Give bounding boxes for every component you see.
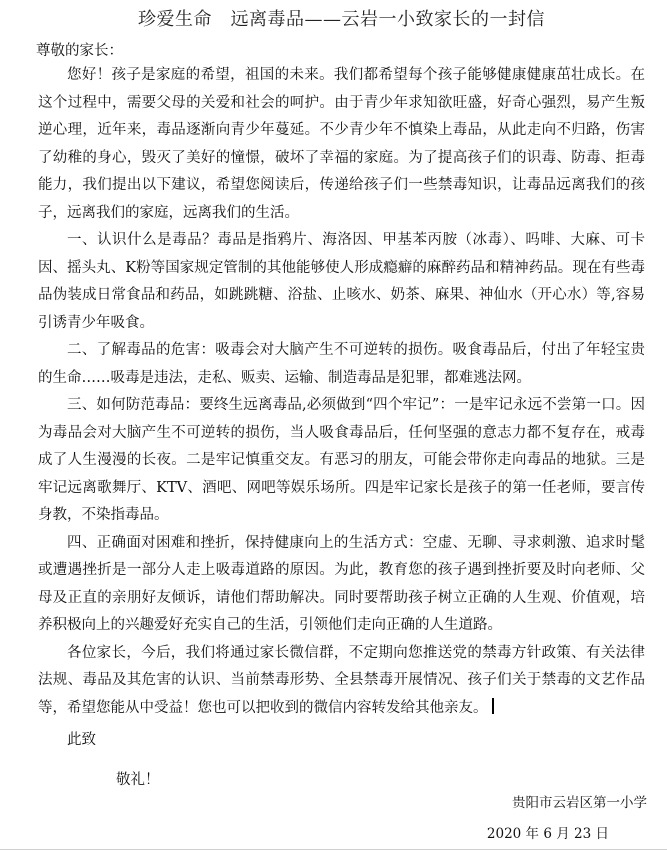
- paragraph-point-2: 二、了解毒品的危害：吸毒会对大脑产生不可逆转的损伤。吸食毒品后，付出了年轻宝贵的生命……吸毒是违法，走私、贩卖、运输、制造毒品是犯罪，都难逃法网。: [38, 342, 645, 386]
- closing-salute: 敬礼！: [116, 772, 160, 788]
- paragraph-point-3: 三、如何防范毒品：要终生远离毒品,必须做到“四个牢记”：一是牢记永远不尝第一口。因为毒品会对大脑产生不可逆转的损伤，当人吸食毒品后，任何坚强的意志力都不复存在，戒毒成了人生漫漫的长夜。二是牢记慎重交友。有恶习的朋友，可能会带你走向毒品的地狱。三是牢记远离歌舞厅、KTV、酒吧、网吧等娱乐场所。四是牢记家长是孩子的第一任老师，要言传身教，不染指毒品。: [38, 397, 645, 523]
- paragraph-conclusion-text: 各位家长，今后，我们将通过家长微信群，不定期向您推送党的禁毒方针政策、有关法律法规、毒品及其危害的认识、当前禁毒形势、全县禁毒开展情况、孩子们关于禁毒的文艺作品等，希望您能从中受益！您也可以把收到的微信内容转发给其他亲友。: [38, 644, 645, 716]
- closing-greeting: 此致: [67, 732, 96, 748]
- paragraph-point-4: 四、正确面对困难和挫折，保持健康向上的生活方式：空虚、无聊、寻求刺激、追求时髦或遭遇挫折是一部分人走上吸毒道路的原因。为此，教育您的孩子遇到挫折要及时向老师、父母及正直的亲朋好友倾诉，请他们帮助解决。同时要帮助孩子树立正确的人生观、价值观，培养积极向上的兴趣爱好充实自己的生活，引领他们走向正确的人生道路。: [38, 534, 645, 633]
- paragraph-intro: 您好！孩子是家庭的希望，祖国的未来。我们都希望每个孩子能够健康健康茁壮成长。在这个过程中，需要父母的关爱和社会的呵护。由于青少年求知欲旺盛，好奇心强烈，易产生叛逆心理，近年来，毒品逐渐向青少年蔓延。不少青少年不慎染上毒品，从此走向不归路，伤害了幼稚的身心，毁灭了美好的憧憬，破坏了幸福的家庭。为了提高孩子们的识毒、防毒、拒毒能力，我们提出以下建议，希望您阅读后，传递给孩子们一些禁毒知识，让毒品远离我们的孩子，远离我们的家庭，远离我们的生活。: [38, 67, 645, 221]
- paragraph-point-1: 一、认识什么是毒品？毒品是指鸦片、海洛因、甲基苯丙胺（冰毒）、吗啡、大麻、可卡因、摇头丸、K粉等国家规定管制的其他能够使人形成瘾癖的麻醉药品和精神药品。现在有些毒品伪装成日常食品和药品，如跳跳糖、浴盐、止咳水、奶茶、麻果、神仙水（开心水）等,容易引诱青少年吸食。: [38, 232, 645, 331]
- signer-school: 贵阳市云岩区第一小学: [512, 795, 647, 811]
- salutation: 尊敬的家长：: [36, 43, 123, 59]
- signed-date: 2020 年 6 月 23 日: [486, 826, 609, 842]
- letter-title: 珍爱生命 远离毒品——云岩一小致家长的一封信: [138, 9, 545, 30]
- paragraph-conclusion[interactable]: [38, 640, 645, 723]
- text-cursor: [492, 698, 494, 714]
